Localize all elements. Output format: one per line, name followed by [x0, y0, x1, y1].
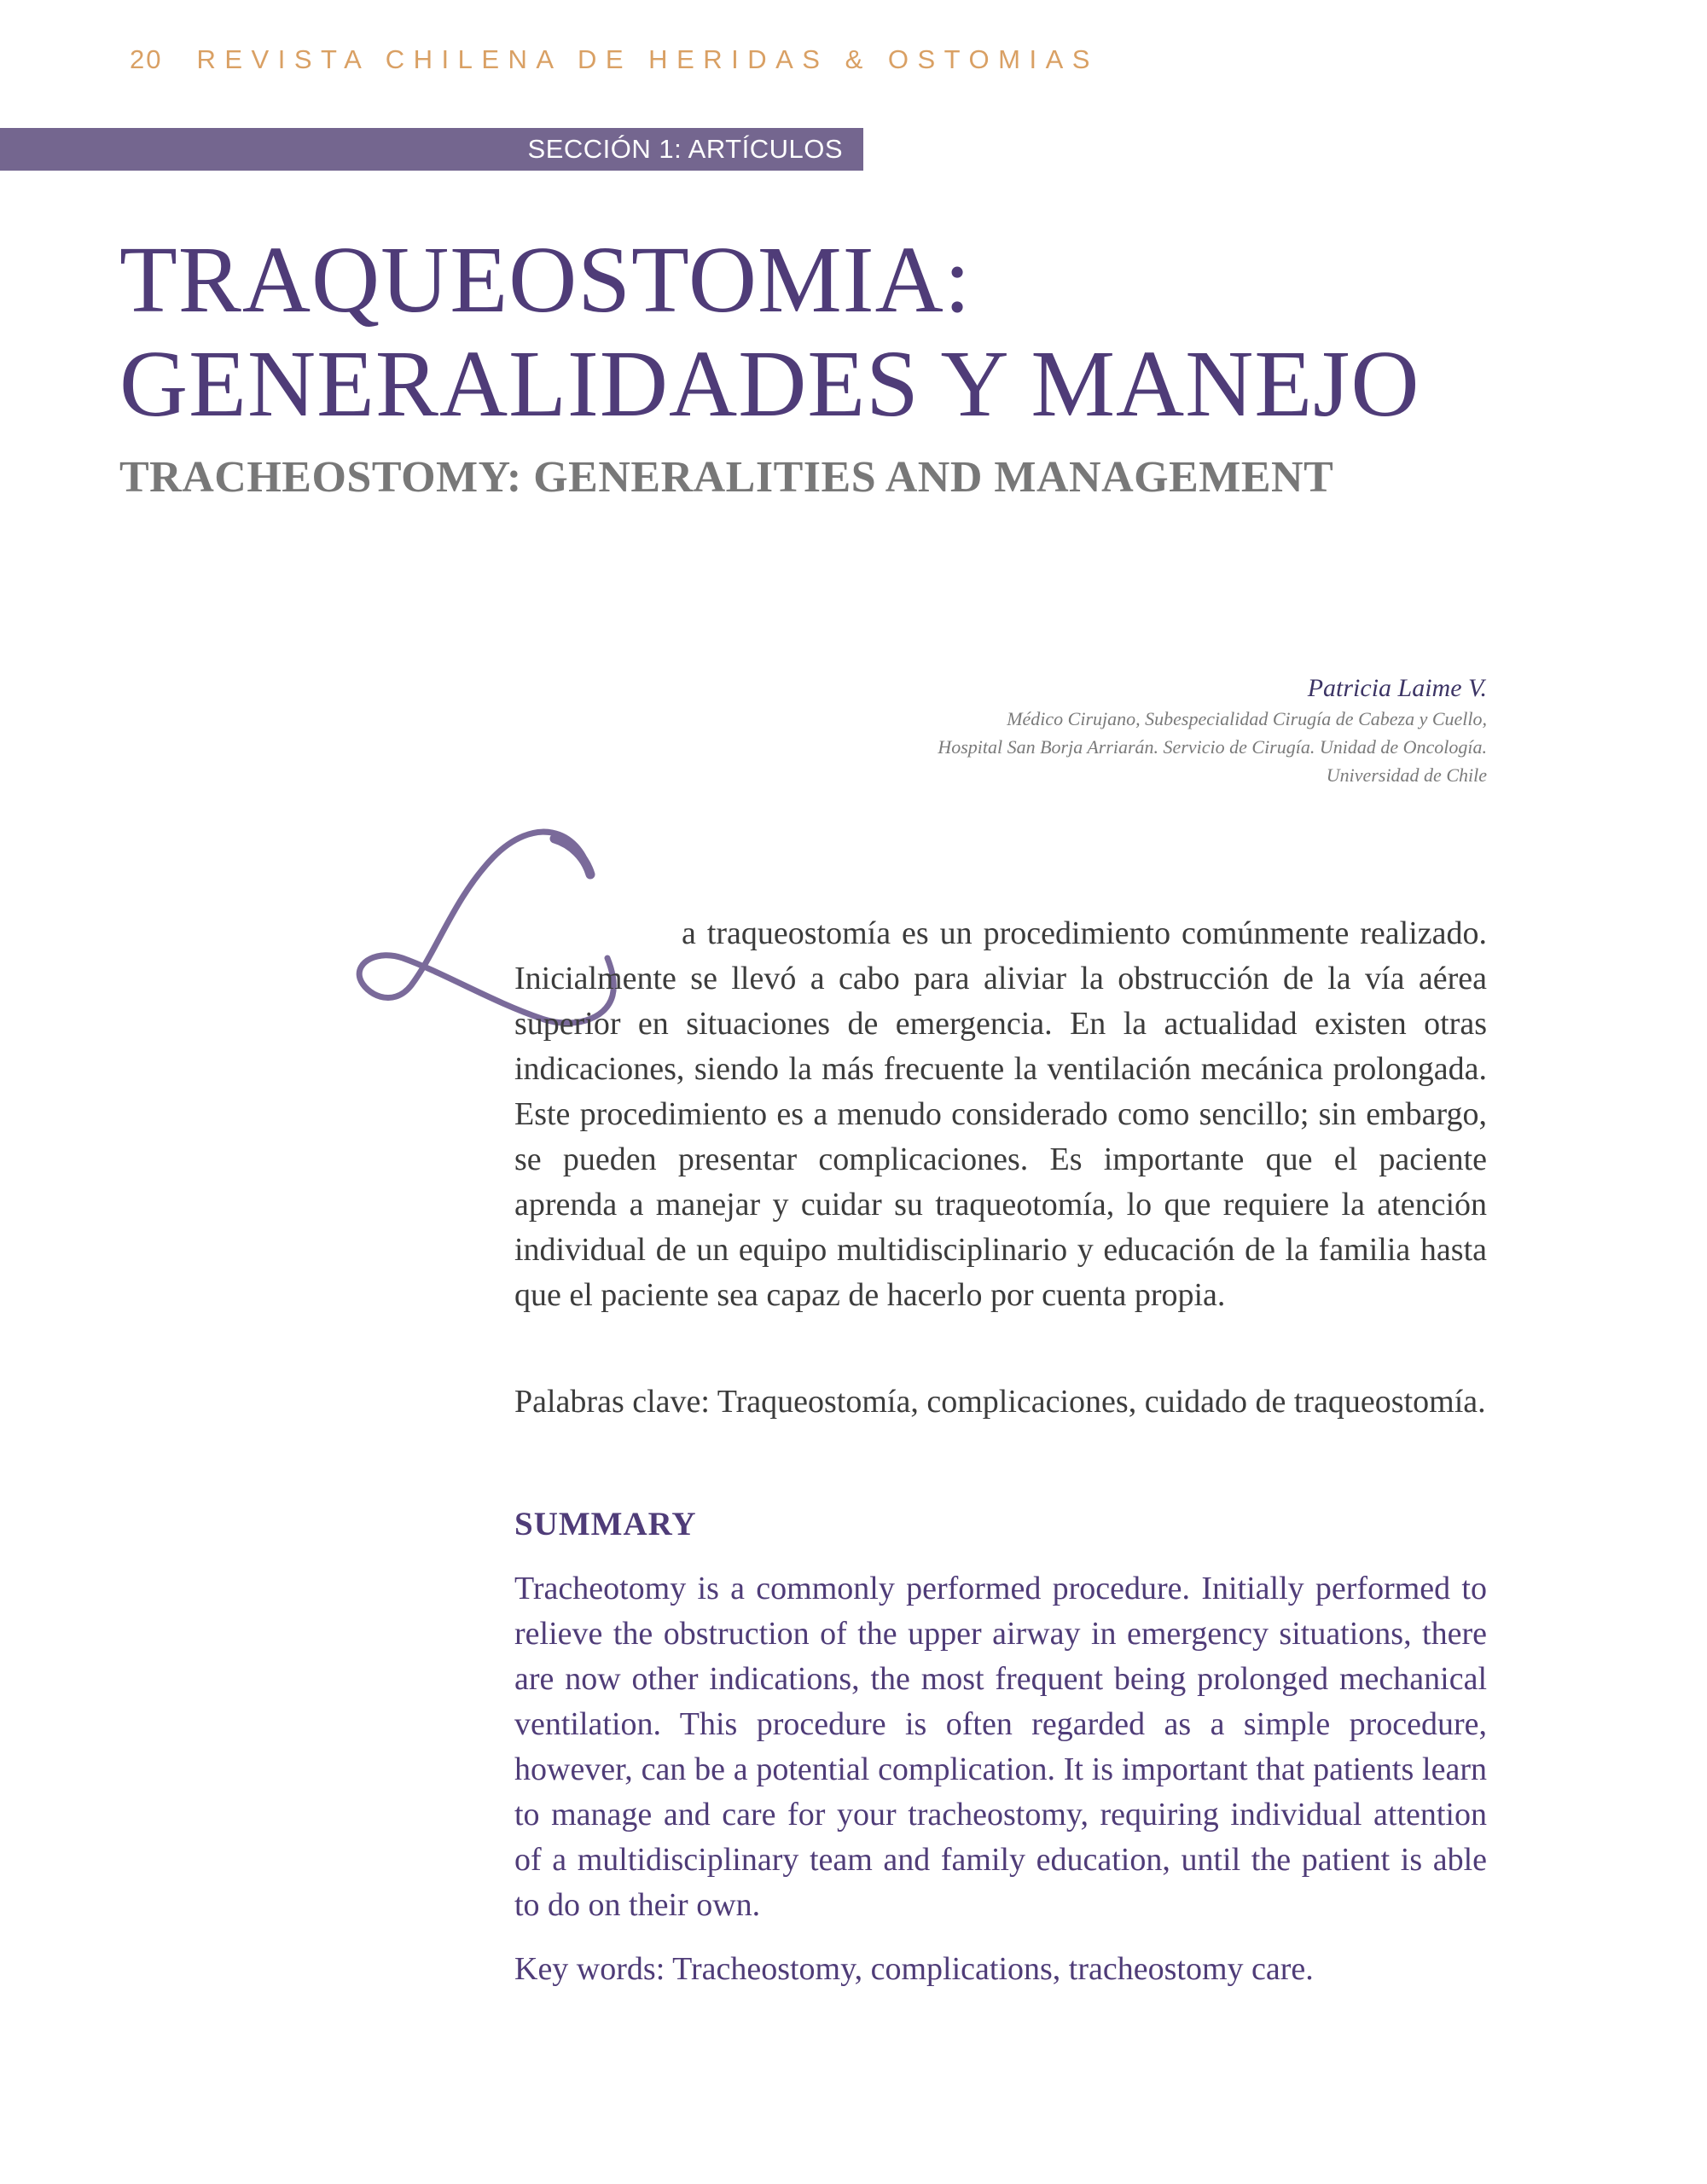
- journal-name: REVISTA CHILENA DE HERIDAS & OSTOMIAS: [196, 44, 1099, 74]
- author-affiliation-line-1: Médico Cirujano, Subespecialidad Cirugía de Cabeza y Cuello,: [1007, 708, 1487, 729]
- article-title-line-1: TRAQUEOSTOMIA:: [119, 228, 972, 333]
- section-bar: [0, 128, 863, 171]
- keywords-english: Key words: Tracheostomy, complications, tracheostomy care.: [514, 1951, 1314, 1987]
- abstract-spanish: a traqueostomía es un procedimiento comúnmente realizado. Inicialmente se llevó a cabo para aliviar la obstrucción de la vía aérea superior en situaciones de emergencia. En la actualidad existen otras indicaciones, siendo la más frecuente la ventilación mecánica prolongada. Este procedimiento es a menudo considerado como sencillo; sin embargo, se pueden presentar complicaciones. Es importante que el paciente aprenda a manejar y cuidar su traqueotomía, lo que requiere la atención individual de un equipo multidisciplinario y educación de la familia hasta que el paciente sea capaz de hacerlo por cuenta propia.: [514, 915, 1487, 1313]
- page-number: 20: [130, 44, 163, 74]
- article-title: [119, 229, 1420, 437]
- author-affiliation-line-3: Universidad de Chile: [1326, 764, 1487, 786]
- summary-english: Tracheotomy is a commonly performed procedure. Initially performed to relieve the obstruction of the upper airway in emergency situations, there are now other indications, the most frequent being prolonged mechanical ventilation. This procedure is often regarded as a simple procedure, however, can be a potential complication. It is important that patients learn to manage and care for your tracheostomy, requiring individual attention of a multidisciplinary team and family education, until the patient is able to do on their own.: [514, 1571, 1487, 1923]
- author-name: Patricia Laime V.: [1307, 674, 1487, 702]
- author-block: [938, 672, 1487, 789]
- section-label: SECCIÓN 1: ARTÍCULOS: [527, 134, 843, 164]
- author-affiliation-line-2: Hospital San Borja Arriarán. Servicio de Cirugía. Unidad de Oncología.: [938, 736, 1487, 758]
- article-subtitle: TRACHEOSTOMY: GENERALITIES AND MANAGEMENT: [119, 453, 1334, 502]
- summary-heading: SUMMARY: [514, 1506, 697, 1542]
- keywords-spanish: Palabras clave: Traqueostomía, complicaciones, cuidado de traqueostomía.: [514, 1384, 1486, 1420]
- running-head: [130, 44, 1099, 75]
- article-title-line-2: GENERALIDADES Y MANEJO: [119, 332, 1420, 437]
